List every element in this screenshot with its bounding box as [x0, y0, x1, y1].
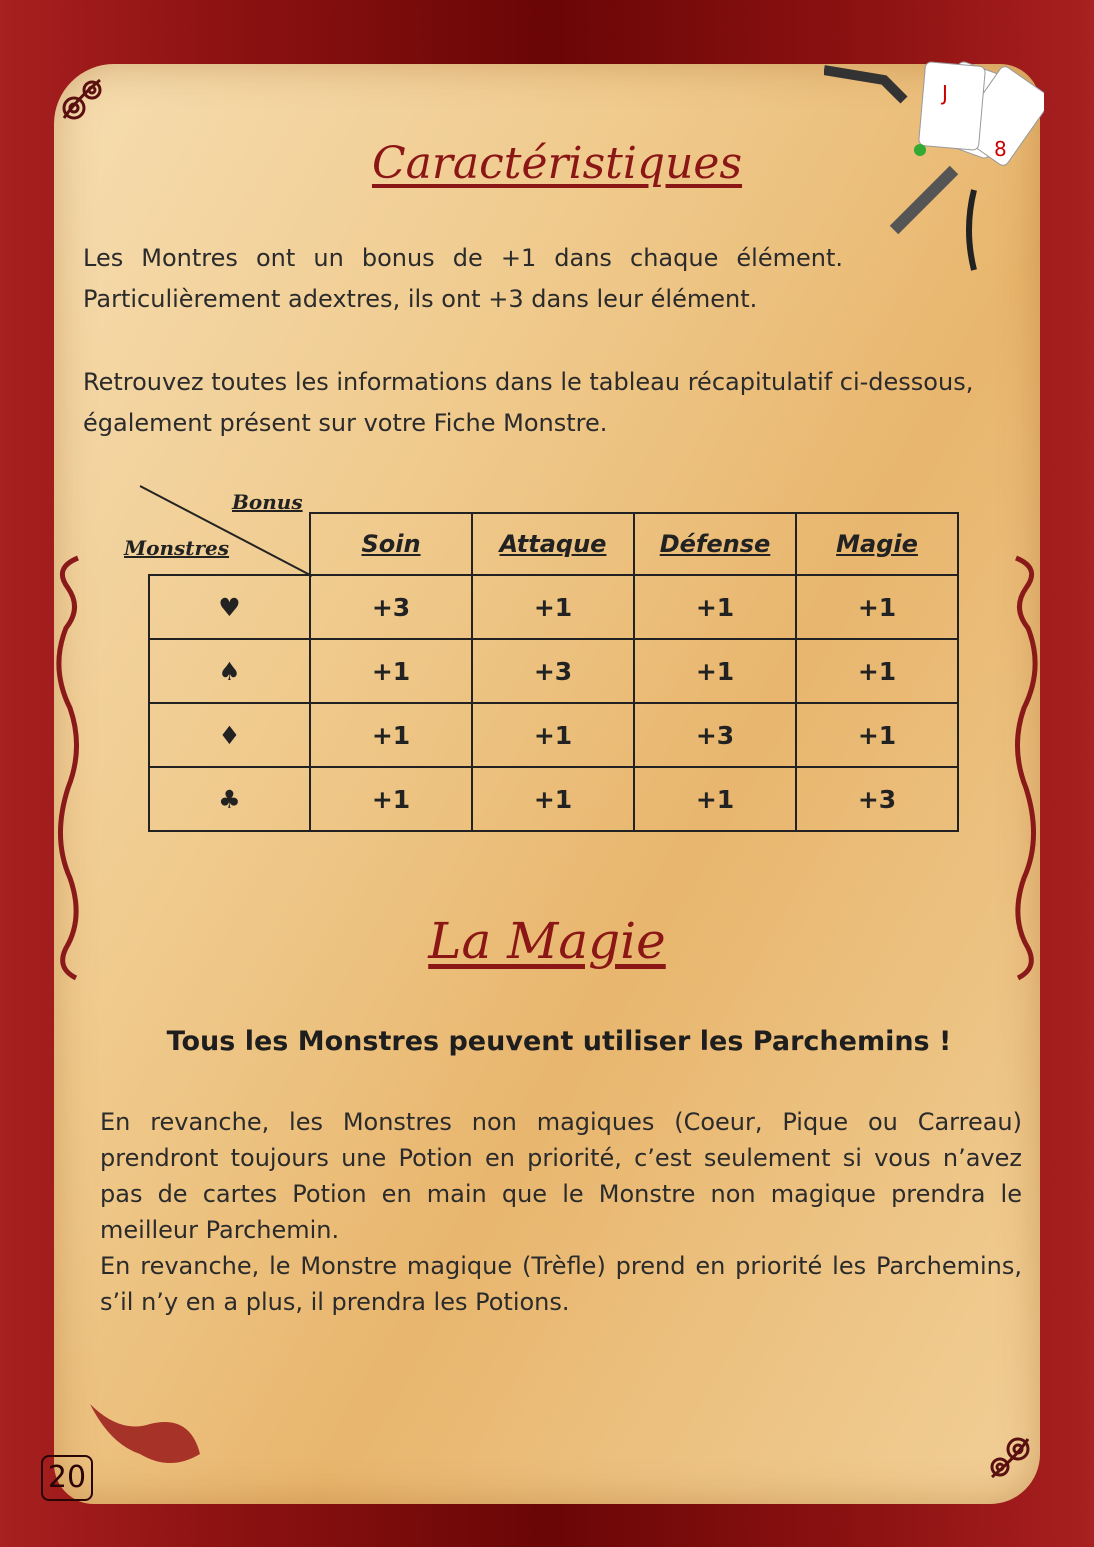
intro-paragraph-bonus: Les Montres ont un bonus de +1 dans chaque élément. Particulièrement adextres, ils ont +3 dans leur élément. [83, 244, 843, 313]
swirl-ornament-icon [56, 70, 112, 126]
swirl-ornament-icon [980, 1431, 1036, 1487]
section-title-caracteristiques: Caractéristiques [371, 138, 743, 189]
table-cell: +1 [472, 703, 634, 767]
table-cell: +1 [796, 575, 958, 639]
table-row [149, 767, 958, 831]
table-cell: +3 [310, 575, 472, 639]
table-cell: +1 [634, 639, 796, 703]
table-cell: +1 [796, 703, 958, 767]
table-header-row [149, 513, 958, 575]
table-row [149, 575, 958, 639]
table-row [149, 703, 958, 767]
table-cell: +1 [310, 767, 472, 831]
section-title-magie: La Magie [428, 912, 666, 970]
bonus-table [148, 512, 959, 832]
column-header-attaque: Attaque [472, 513, 634, 575]
svg-text:8: 8 [994, 137, 1007, 161]
magie-paragraph-non-magic: En revanche, les Monstres non magiques (Coeur, Pique ou Carreau) prendront toujours une Potion en priorité, c’est seulement si vous n’avez pas de cartes Potion en main que le Monstre non magique prendra le meilleur Parchemin. [100, 1108, 1022, 1244]
table-corner-cell [149, 513, 310, 575]
club-icon: ♣ [149, 767, 310, 831]
table-cell: +1 [310, 703, 472, 767]
column-header-defense: Défense [634, 513, 796, 575]
table-cell: +3 [796, 767, 958, 831]
column-header-magie: Magie [796, 513, 958, 575]
table-cell: +1 [634, 575, 796, 639]
diamond-icon: ♦ [149, 703, 310, 767]
table-cell: +1 [796, 639, 958, 703]
column-header-soin: Soin [310, 513, 472, 575]
table-cell: +3 [472, 639, 634, 703]
magie-highlight-sentence: Tous les Monstres peuvent utiliser les Parchemins ! [166, 1026, 952, 1057]
magie-body-text [100, 1104, 1022, 1320]
table-cell: +1 [472, 575, 634, 639]
intro-paragraph-table-info: Retrouvez toutes les informations dans le tableau récapitulatif ci-dessous, également présent sur votre Fiche Monstre. [83, 368, 974, 437]
corner-label-bonus: Bonus [232, 490, 303, 514]
table-cell: +3 [634, 703, 796, 767]
magie-paragraph-magic: En revanche, le Monstre magique (Trèfle) prend en priorité les Parchemins, s’il n’y en a plus, il prendra les Potions. [100, 1252, 1022, 1316]
table-cell: +1 [472, 767, 634, 831]
spade-icon: ♠ [149, 639, 310, 703]
table-row [149, 639, 958, 703]
page-number: 20 [41, 1455, 93, 1501]
table-cell: +1 [634, 767, 796, 831]
heart-icon: ♥ [149, 575, 310, 639]
table-cell: +1 [310, 639, 472, 703]
corner-label-monstres: Monstres [124, 536, 230, 560]
svg-text:J: J [942, 81, 948, 105]
flame-ornament-icon [80, 1394, 210, 1474]
